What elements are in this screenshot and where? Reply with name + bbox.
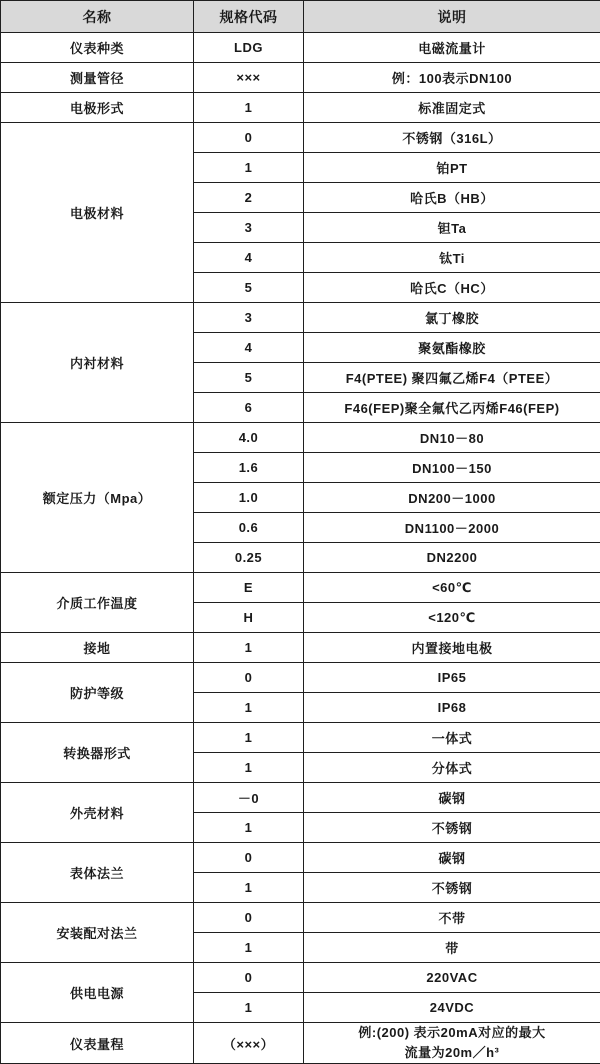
- row-name: 供电电源: [1, 963, 194, 1023]
- row-code: 0.25: [194, 543, 304, 573]
- row-description: 哈氏B（HB）: [304, 183, 600, 213]
- row-name: 转换器形式: [1, 723, 194, 783]
- row-code: 1: [194, 873, 304, 903]
- table-row: [1, 303, 600, 333]
- row-description: 铂PT: [304, 153, 600, 183]
- row-code: LDG: [194, 33, 304, 63]
- row-description: DN10－80: [304, 423, 600, 453]
- row-code: 1: [194, 813, 304, 843]
- row-description: [304, 1023, 600, 1064]
- row-code: 0: [194, 123, 304, 153]
- row-code: H: [194, 603, 304, 633]
- row-name: 额定压力（Mpa）: [1, 423, 194, 573]
- row-code: 4: [194, 243, 304, 273]
- row-code: 1.0: [194, 483, 304, 513]
- row-code: 1: [194, 693, 304, 723]
- row-description: 分体式: [304, 753, 600, 783]
- row-name: 仪表量程: [1, 1023, 194, 1064]
- row-description: 聚氨酯橡胶: [304, 333, 600, 363]
- description-line-1: 例:(200) 表示20mA对应的最大: [304, 1023, 600, 1043]
- header-code: 规格代码: [194, 1, 304, 33]
- row-description: 不锈钢（316L）: [304, 123, 600, 153]
- row-description: 不带: [304, 903, 600, 933]
- row-description: IP65: [304, 663, 600, 693]
- row-name: 外壳材料: [1, 783, 194, 843]
- table-row: [1, 1023, 600, 1064]
- row-code: 1: [194, 993, 304, 1023]
- row-description: 碳钢: [304, 783, 600, 813]
- row-description: 哈氏C（HC）: [304, 273, 600, 303]
- row-name: 介质工作温度: [1, 573, 194, 633]
- row-name: 测量管径: [1, 63, 194, 93]
- row-description: DN1100－2000: [304, 513, 600, 543]
- table-row: [1, 93, 600, 123]
- row-code: 0: [194, 963, 304, 993]
- description-line-2: 流量为20m／h³: [304, 1043, 600, 1063]
- row-code: －0: [194, 783, 304, 813]
- table-row: [1, 633, 600, 663]
- table-row: [1, 843, 600, 873]
- table-row: [1, 723, 600, 753]
- table-row: [1, 903, 600, 933]
- table-row: [1, 573, 600, 603]
- row-description: F4(PTEE) 聚四氟乙烯F4（PTEE）: [304, 363, 600, 393]
- table-row: [1, 423, 600, 453]
- row-description: <60℃: [304, 573, 600, 603]
- row-description: 钽Ta: [304, 213, 600, 243]
- row-name: 仪表种类: [1, 33, 194, 63]
- row-name: 安装配对法兰: [1, 903, 194, 963]
- table-row: [1, 663, 600, 693]
- row-code: 0: [194, 903, 304, 933]
- row-description: 电磁流量计: [304, 33, 600, 63]
- row-code: 1: [194, 723, 304, 753]
- row-name: 电极材料: [1, 123, 194, 303]
- row-code: 3: [194, 213, 304, 243]
- row-description: 不锈钢: [304, 873, 600, 903]
- row-code: 4: [194, 333, 304, 363]
- row-description: 氯丁橡胶: [304, 303, 600, 333]
- row-description: 标准固定式: [304, 93, 600, 123]
- row-description: 220VAC: [304, 963, 600, 993]
- row-code: 0: [194, 663, 304, 693]
- row-code: 5: [194, 273, 304, 303]
- table-row: [1, 123, 600, 153]
- row-description: DN100－150: [304, 453, 600, 483]
- row-description: <120℃: [304, 603, 600, 633]
- row-code: E: [194, 573, 304, 603]
- row-code: 0.6: [194, 513, 304, 543]
- row-description: 24VDC: [304, 993, 600, 1023]
- row-code: 1.6: [194, 453, 304, 483]
- table-row: [1, 63, 600, 93]
- row-code: 1: [194, 153, 304, 183]
- header-desc: 说明: [304, 1, 600, 33]
- row-code: ×××: [194, 63, 304, 93]
- row-description: 一体式: [304, 723, 600, 753]
- header-name: 名称: [1, 1, 194, 33]
- row-code: 5: [194, 363, 304, 393]
- row-code: （×××）: [194, 1023, 304, 1064]
- row-name: 内衬材料: [1, 303, 194, 423]
- table-row: [1, 963, 600, 993]
- row-name: 电极形式: [1, 93, 194, 123]
- row-description: 碳钢: [304, 843, 600, 873]
- table-header: [1, 1, 600, 33]
- row-description: 钛Ti: [304, 243, 600, 273]
- row-description: 带: [304, 933, 600, 963]
- table-row: [1, 783, 600, 813]
- row-code: 1: [194, 93, 304, 123]
- row-code: 2: [194, 183, 304, 213]
- row-code: 1: [194, 933, 304, 963]
- row-description: IP68: [304, 693, 600, 723]
- row-code: 1: [194, 753, 304, 783]
- row-code: 4.0: [194, 423, 304, 453]
- row-code: 0: [194, 843, 304, 873]
- row-description: 例：100表示DN100: [304, 63, 600, 93]
- row-description: F46(FEP)聚全氟代乙丙烯F46(FEP): [304, 393, 600, 423]
- row-name: 防护等级: [1, 663, 194, 723]
- row-description: DN2200: [304, 543, 600, 573]
- row-description: 内置接地电极: [304, 633, 600, 663]
- header-row: [1, 1, 600, 33]
- row-code: 6: [194, 393, 304, 423]
- row-description: DN200－1000: [304, 483, 600, 513]
- row-code: 3: [194, 303, 304, 333]
- row-name: 接地: [1, 633, 194, 663]
- table-body: [1, 33, 600, 1064]
- table-row: [1, 33, 600, 63]
- row-name: 表体法兰: [1, 843, 194, 903]
- row-description: 不锈钢: [304, 813, 600, 843]
- row-code: 1: [194, 633, 304, 663]
